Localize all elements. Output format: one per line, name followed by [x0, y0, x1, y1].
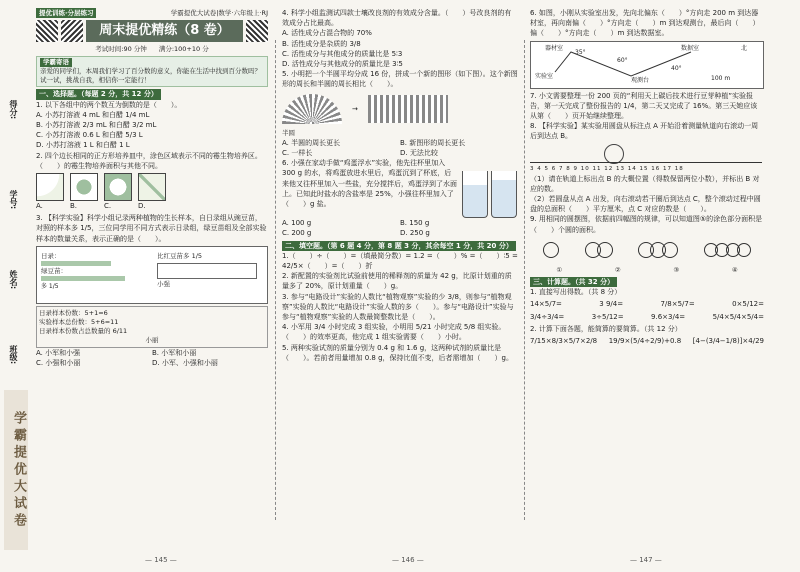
column-3: 6. 如图，小刚从实验室出发，先向北偏东（ ）°方向走 200 m 到达器材室，再向南偏（ ）°方向走（ ）m 到达观测台，最后向（ ）偏（ ）°方向走（ ）m 到达数据室。 器材室 数据室 实验室 观测台 35° 60° 40° 100 m 北 7. 小文需要整理一份 200 页的“利用天上碳后技术进行豆芽种植”实验报告，第一天完成了整份报告的 1/4，第二天又完成了 16%。第三天她应该从第（ ）页开始继续整理。 8. 【科学实验】某实验用圆盘从标注点 A 开始沿着测量轨道向右滚动一周后到达点 B。 3 4 5 6 7 8 9 10 11 12 13 14 15 16 17 18 （1）请在轨道上标出点 B 的大概位置（得数保留两位小数），并标出 B 对应的数。 （2）若圆盘从点 A 出发，向右滚动若干圈后到达点 C，整个滚动过程中圆盘的总面积（ ）平方厘米，点 C 对应的数是（ ）。 9. 用相同的圆摆图，依据前四幅图的规律，可以知道图⑤的涂色部分面积是（ ）个圆的面积。 ① ② ③ ④ 三、计算题。（共 32 分） 1. 直接写出得数。（共 8 分） 14×5/7= 3 9/4= 7/8×5/7= 0×5/12= 3/4÷3/4= 3÷5/12= 9.6×3/4= 5/4×5/4×5/4= 2. 计算下面各题，能简算的要简算。（共 12 分） 7/15×8/3×5/7×2/8 19/9×(5/4÷2/9)+0.8 [4−(3/4−1/8)]×4/29	[530, 9, 764, 346]
student-id-label: 学号:	[9, 190, 18, 210]
class-label: 班级:	[9, 345, 18, 365]
page-number: — 145 —	[145, 556, 177, 564]
fill-q6: 6. 如图，小刚从实验室出发，先向北偏东（ ）°方向走 200 m 到达器材室，再向南偏（ ）°方向走（ ）m 到达观测台，最后向（ ）偏（ ）°方向走（ ）m 到达数据室。	[530, 9, 760, 38]
fill-q3: 3. 参与“电路设计”实验的人数比“植物观察”实验的少 3/8，则参与“植物观察”实验的人数比“电路设计”实验人数的多（ ）。参与“电路设计”实验与参与“植物观察”实验的人数最简整数比是（ ）。	[282, 292, 514, 322]
q2-figure-d: D.	[138, 173, 166, 211]
qr-code-icon	[36, 20, 58, 42]
disc-icon	[604, 144, 624, 164]
column-1	[36, 8, 268, 556]
q3-chart-xiaoqiang: 比红豆苗多 1/5 小强	[157, 251, 257, 289]
book-title: 学霸提优大试卷|数学·六年级上·RJ	[170, 9, 268, 17]
intro-heading: 学霸寄语	[40, 58, 72, 67]
calc-q2: 2. 计算下面各题，能简算的要简算。（共 12 分）	[530, 324, 682, 333]
q5-figure	[282, 92, 518, 126]
q3-chart-xiaojun: 日录： 绿豆苗： 多 1/5	[41, 251, 141, 293]
q3-options: A. 小军和小强 B. 小军和小丽 C. 小强和小丽 D. 小军、小强和小丽	[36, 348, 218, 368]
fill-q8-1: （1）请在轨道上标出点 B 的大概位置（得数保留两位小数），并标出 B 对应的数。	[530, 174, 760, 193]
score-label: 得分:	[9, 100, 18, 120]
q2-figure-b: B.	[70, 173, 98, 211]
binding-strip	[2, 0, 32, 572]
fill-q4: 4. 小军用 3/4 小时完成 3 组实验，小明用 5/21 小时完成 5/8 组实验。（ ）的效率更高，他完成 1 组实验需要（ ）小时。	[282, 323, 506, 342]
page-number: — 146 —	[392, 556, 424, 564]
column-2: 4. 科学小组监测试四款士壤改良剂的有效成分含量。（ ）号改良剂的有效成分占比最高。 A. 活性成分占混合物的 70% B. 活性成分是杂质的 3/8 C. 活性成分与其他成分的质量比是 5∶3 D. 活性成分与其他成分的质量比是 3∶5 5. 小明把一个半圆平均分成 16 份，拼成一个新的图形（如下图）。这个新图形的周长和半圆的周长相比（ ）。 → 半圆 A. 半圆的周长更长 B. 新图形的周长更长 C. 一样长 D. 无法比较 6. 小强在家动手做“鸡蛋浮水”实验，他先往杯里加入 300 g 的水，将鸡蛋放进水里后，鸡蛋沉到了杯底，后来他又往杯里加入一些盐，充分搅拌后，鸡蛋浮到了水面上。已知此时盐水的含盐率是 25%，小强往杯里加入了（ ）g 盐。 A. 100 g B. 150 g C. 200 g D. 250 g 二、填空题。（第 6 题 4 分，第 8 题 3 分，其余每空 1 分，共 20 分） 1.（ ）÷（ ）=（填最简分数）= 1.2 =（ ）% =（ ）∶5 = 42/5×（ ）=（ ）折 2. 新配置的实验剂比试验前使用的稀释剂的质量为 42 g，比原计划重的质量多了 20%，原计划重量（ ）g。 3. 参与“电路设计”实验的人数比“植物观察”实验的少 3/8，则参与“植物观察”实验的人数比“电路设计”实验人数的多（ ）。参与“电路设计”实验与参与“植物观察”实验的人数最简整数比是（ ）。 4. 小军用 3/4 小时完成 3 组实验，小明用 5/21 小时完成 5/8 组实验。（ ）的效率更高，他完成 1 组实验需要（ ）小时。 5. 两种实验试剂的质量分别为 0.4 g 和 1.6 g，这两种试剂的质量比是（ ）。若前者用量增加 0.8 g，保持比值不变，后者需增加（ ）g。	[282, 9, 518, 362]
q1-stem: 1. 以下各组中的两个数互为倒数的是（ ）。	[36, 100, 182, 109]
fill-q2: 2. 新配置的实验剂比试验前使用的稀释剂的质量为 42 g，比原计划重的质量多了 20%，原计划重量（ ）g。	[282, 272, 512, 291]
fill-q8: 8. 【科学实验】某实验用圆盘从标注点 A 开始沿着测量轨道向右滚动一周后到达点 B。	[530, 122, 759, 141]
page-number: — 147 —	[630, 556, 662, 564]
q1-option-d: D. 小苏打溶液 1 L 和白醋 1 L	[36, 141, 130, 150]
q3-table: 日录样本份数：5+1=6 实验样本总份数：5+6=11 日录样本份数占总数量的 6/11 小丽	[36, 306, 268, 348]
q2-stem: 2. 四个边长相同的正方形培养皿中，涂色区域表示不同的霉生物培养区。（ ）的霉生物培养面积与其他不同。	[36, 151, 262, 170]
semicircle-figure	[282, 94, 342, 124]
q3-row-label: 日录：	[41, 251, 61, 260]
q3-stem: 3. 【科学实验】科学小组记录两种植物的生长样本，自日录组从豌豆苗，对照的样本多 1/5，三位同学用不同方式表示日录组，绿豆苗组及全部实验样本的数量关系，表示正确的是（ ）。	[36, 214, 267, 243]
fill-q1: 1.（ ）÷（ ）=（填最简分数）= 1.2 =（ ）% =（ ）∶5 = 42/5×（ ）=（ ）折	[282, 251, 518, 271]
exam-info	[36, 44, 268, 54]
fill-q7: 7. 小文需要整理一份 200 页的“利用天上碳后技术进行豆芽种植”实验报告，第一天完成了整份报告的 1/4，第二天又完成了 16%。第三天她应该从第（ ）页开始继续整理。	[530, 91, 758, 121]
header-label: 提优训练·分层练习	[36, 8, 96, 18]
q3-figures	[36, 246, 268, 304]
fill-q9: 9. 用相同的圆摆图，依据前四幅图的规律，可以知道图⑤的涂色部分面积是（ ）个圆的面积。	[530, 215, 763, 234]
exam-score: 满分:100+10 分	[158, 45, 209, 54]
intro-text: 亲爱的同学们，本周我们学习了百分数的意义，你能在生活中找到百分数吗？试一试，挑战自我，相信你一定能行！	[40, 67, 261, 85]
beaker-figure	[462, 158, 518, 218]
exam-time: 考试时间:90 分钟	[95, 45, 147, 54]
ruler-figure	[530, 144, 764, 172]
ruler-numbers: 3 4 5 6 7 8 9 10 11 12 13 14 15 16 17 18	[530, 165, 684, 172]
q1-option-a: A. 小苏打溶液 4 mL 和白醋 1/4 mL	[36, 110, 150, 119]
q4-stem: 4. 科学小组监测试四款士壤改良剂的有效成分含量。（ ）号改良剂的有效成分占比最高。	[282, 9, 512, 28]
name-label: 姓名:	[9, 270, 18, 290]
section-fill: 二、填空题。（第 6 题 4 分，第 8 题 3 分，其余每空 1 分，共 20 分）	[282, 241, 516, 251]
fill-q5: 5. 两种实验试剂的质量分别为 0.4 g 和 1.6 g，这两种试剂的质量比是（ ）。若前者用量增加 0.8 g，保持比值不变，后者需增加（ ）g。	[282, 343, 513, 362]
q3-row-label: 绿豆苗：	[41, 267, 67, 276]
fill-q8-2: （2）若圆盘从点 A 出发，向右滚动若干圈后到达点 C，整个滚动过程中圆盘的总面积（ ）平方厘米，点 C 对应的数是（ ）。	[530, 195, 761, 214]
section-calc: 三、计算题。（共 32 分）	[530, 277, 617, 287]
q1-option-b: B. 小苏打溶液 2/3 mL 和白醋 3/2 mL	[36, 121, 157, 130]
qr-code-icon	[61, 20, 83, 42]
figure-labels: ① ② ③ ④	[556, 265, 738, 274]
calc-q1: 1. 直接写出得数。（共 8 分）	[530, 288, 622, 297]
route-lines	[531, 42, 763, 88]
header-bar	[36, 8, 268, 18]
direction-map: 器材室 数据室 实验室 观测台 35° 60° 40° 100 m 北	[530, 41, 764, 89]
q6-stem: 6. 小强在家动手做“鸡蛋浮水”实验，他先往杯里加入 300 g 的水，将鸡蛋放进水里后，鸡蛋沉到了杯底，后来他又往杯里加入一些盐，充分搅拌后，鸡蛋浮到了水面上。已知此时盐水的含盐率是 25%，小强往杯里加入了（ ）g 盐。	[282, 159, 457, 209]
q2-figure-c: C.	[104, 173, 132, 211]
qr-code-icon	[246, 20, 268, 42]
circle-pattern	[530, 235, 764, 265]
north-arrow-icon: 北	[741, 44, 748, 52]
book-stamp: 学霸提优大试卷	[4, 390, 28, 550]
q2-figures	[36, 173, 268, 211]
rearranged-figure	[368, 95, 448, 123]
page-title: 周末提优精练（8 卷）	[86, 20, 243, 42]
intro-box	[36, 56, 268, 87]
q5-stem: 5. 小明把一个半圆平均分成 16 份，拼成一个新的图形（如下图）。这个新图形的周长和半圆的周长相比（ ）。	[282, 70, 518, 89]
arrow-icon: →	[352, 104, 358, 113]
section-choice: 一、选择题。（每题 2 分，共 12 分）	[36, 89, 161, 99]
header-block	[36, 20, 268, 42]
q2-figure-a: A.	[36, 173, 64, 211]
q1-option-c: C. 小苏打溶液 0.6 L 和白醋 5/3 L	[36, 131, 143, 140]
